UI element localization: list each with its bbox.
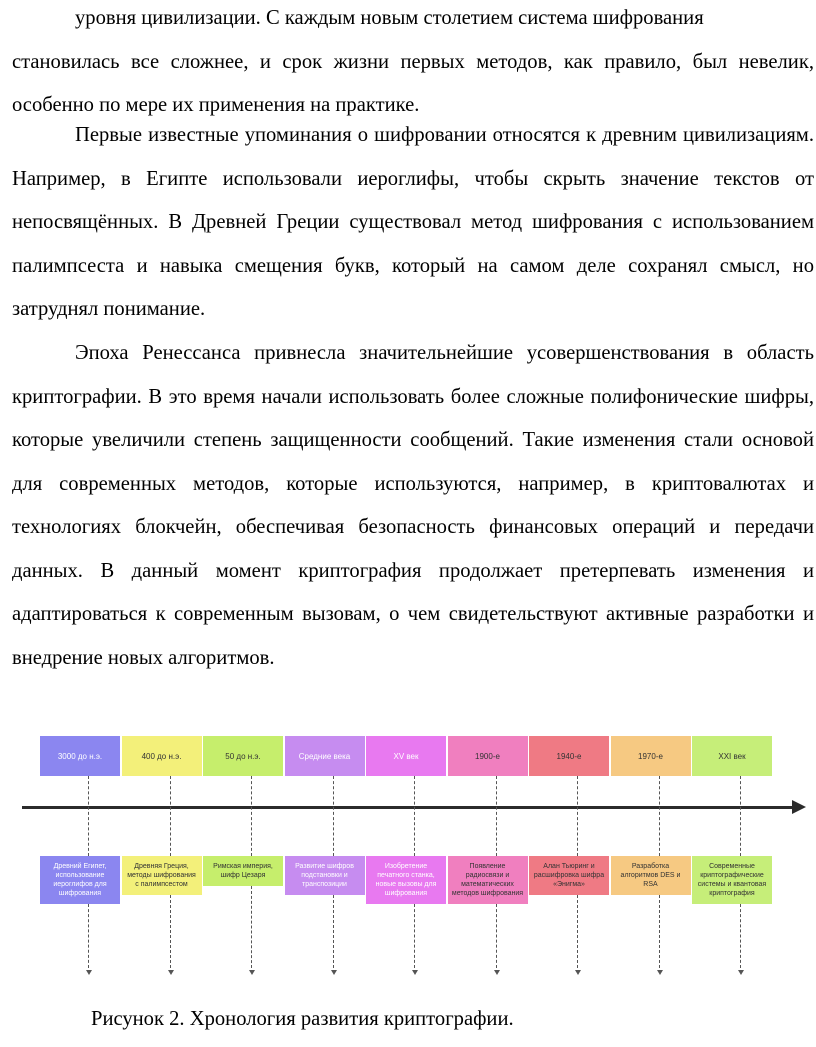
timeline-tick-arrow [412,970,418,975]
timeline-tick-arrow [249,970,255,975]
timeline-connector-lower [740,904,741,968]
timeline-connector [414,776,415,856]
timeline-connector [496,776,497,856]
timeline-entry [692,730,772,985]
timeline-connector-lower [88,904,89,968]
timeline-connector [333,776,334,856]
timeline-tick-arrow [331,970,337,975]
timeline-connector [577,776,578,856]
timeline-date-box: 50 до н.э. [203,736,283,776]
timeline-tick-arrow [657,970,663,975]
timeline-connector [251,776,252,856]
timeline-entry [529,730,609,985]
paragraph-1-rest: становилась все сложнее, и срок жизни первых методов, как правило, был невелик, особенно по мере их применения на практике. [12,50,814,116]
timeline-tick-arrow [738,970,744,975]
timeline-entry [285,730,365,985]
timeline-tick-arrow [575,970,581,975]
timeline-date-box: 3000 до н.э. [40,736,120,776]
timeline-date-box: 1900-е [448,736,528,776]
timeline-connector [170,776,171,856]
timeline-event-box: Разработка алгоритмов DES и RSA [611,856,691,895]
paragraph-1-first-line: уровня цивилизации. С каждым новым столетием система шифрования [75,7,704,29]
timeline-date-box: 1940-е [529,736,609,776]
timeline-tick-arrow [494,970,500,975]
timeline-event-box: Появление радиосвязи и математических методов шифрования [448,856,528,904]
timeline-event-box: Древний Египет, использование иероглифов для шифрования [40,856,120,904]
timeline-connector-lower [170,895,171,968]
timeline-figure [30,730,810,985]
timeline-connector-lower [577,895,578,968]
timeline-date-box: 1970-е [611,736,691,776]
timeline-event-box: Современные криптографические системы и квантовая криптография [692,856,772,904]
timeline-entry [611,730,691,985]
timeline-entry [366,730,446,985]
timeline-event-box: Римская империя, шифр Цезаря [203,856,283,886]
timeline-entry [203,730,283,985]
timeline-entry [122,730,202,985]
timeline-arrow-head [792,800,806,814]
timeline-connector-lower [414,904,415,968]
timeline-event-box: Изобретение печатного станка, новые вызовы для шифрования [366,856,446,904]
timeline-connector-lower [496,904,497,968]
timeline-connector-lower [251,886,252,968]
timeline-date-box: 400 до н.э. [122,736,202,776]
timeline-connector-lower [659,895,660,968]
timeline-entry [40,730,120,985]
timeline-tick-arrow [168,970,174,975]
timeline-event-box: Развитие шифров подстановки и транспозиции [285,856,365,895]
timeline-entry [448,730,528,985]
timeline-event-box: Древняя Греция, методы шифрования с палимпсестом [122,856,202,895]
timeline-connector [88,776,89,856]
timeline-connector-lower [333,895,334,968]
figure-caption: Рисунок 2. Хронология развития криптографии. [91,1008,514,1030]
paragraph-3 [12,332,814,680]
timeline-tick-arrow [86,970,92,975]
paragraph-3-text: Эпоха Ренессанса привнесла значительнейшие усовершенствования в область криптографии. В это время начали использовать более сложные полифонические шифры, которые увеличили степень защищенности сообщений. Такие изменения стали основой для современных методов, которые используются, например, в криптовалютах и технологиях блокчейн, обеспечивая безопасность финансовых операций и передачи данных. В данный момент криптография продолжает претерпевать изменения и адаптироваться к современным вызовам, о чем свидетельствуют активные разработки и внедрение новых алгоритмов. [12,342,814,669]
paragraph-1 [12,0,814,128]
paragraph-2-text: Первые известные упоминания о шифровании относятся к древним цивилизациям. Например, в Египте использовали иероглифы, чтобы скрыть значение текстов от непосвящённых. В Древней Греции существовал метод шифрования с использованием палимпсеста и навыка смещения букв, который на самом деле сохранял смысл, но затруднял понимание. [12,124,814,320]
timeline-connector [659,776,660,856]
timeline-connector [740,776,741,856]
timeline-date-box: Средние века [285,736,365,776]
timeline-event-box: Алан Тьюринг и расшифровка шифра «Энигма» [529,856,609,895]
paragraph-2 [12,114,814,332]
timeline-date-box: XV век [366,736,446,776]
timeline-date-box: XXI век [692,736,772,776]
